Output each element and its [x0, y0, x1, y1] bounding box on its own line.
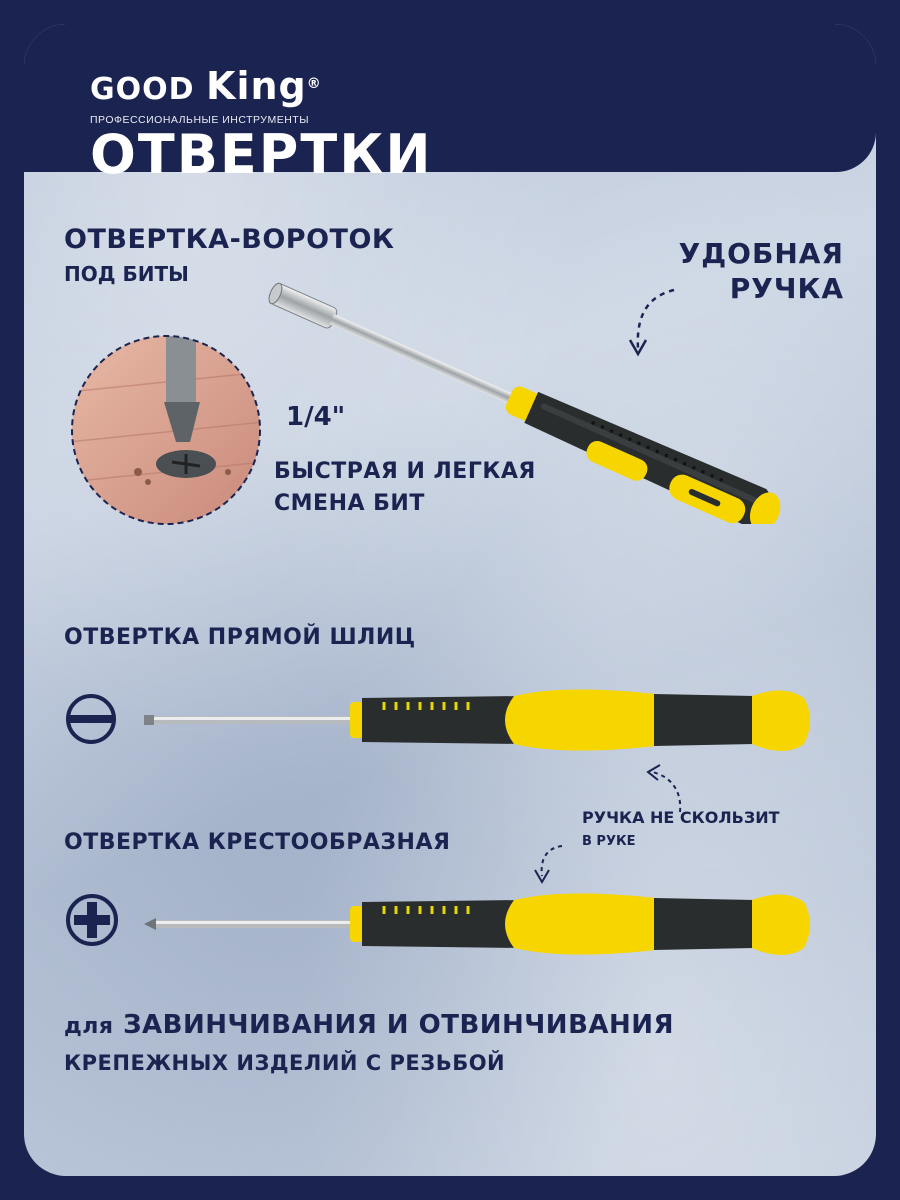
section1-subtitle: ПОД БИТЫ: [64, 262, 189, 286]
brand-registered-mark: ®: [306, 76, 322, 92]
bit-change-line2: СМЕНА БИТ: [274, 490, 425, 516]
purpose-line1: [64, 1010, 674, 1040]
section1-title: ОТВЕРТКА-ВОРОТОК: [64, 224, 395, 255]
slotted-tip-icon: [64, 692, 118, 746]
brand-tagline: ПРОФЕССИОНАЛЬНЫЕ ИНСТРУМЕНТЫ: [90, 114, 310, 126]
phillips-tip-icon: [64, 892, 120, 948]
bit-change-line1: БЫСТРАЯ И ЛЕГКАЯ: [274, 459, 536, 484]
handle-label-line1: УДОБНАЯ: [678, 237, 844, 270]
purpose-text: ЗАВИНЧИВАНИЯ И ОТВИНЧИВАНИЯ: [123, 1010, 675, 1040]
slotted-screwdriver-image: [144, 684, 844, 784]
bit-size-label: 1/4": [286, 402, 346, 432]
bit-change-label: [274, 456, 536, 520]
page-title: ОТВЕРТКИ: [90, 123, 433, 186]
phillips-screwdriver-image: [144, 876, 844, 976]
handle-label-line2: РУЧКА: [729, 272, 844, 305]
brand-logo: [90, 64, 322, 108]
section3-title: ОТВЕРТКА КРЕСТООБРАЗНАЯ: [64, 830, 451, 855]
header-banner: [24, 24, 876, 186]
grip-note-sub: В РУКЕ: [582, 834, 636, 849]
brand-good: GOOD: [90, 72, 195, 107]
bit-closeup-image: [68, 332, 264, 528]
product-card: [24, 24, 876, 1176]
grip-note: РУЧКА НЕ СКОЛЬЗИТ: [582, 808, 780, 827]
purpose-prefix: для: [64, 1014, 114, 1039]
section2-title: ОТВЕРТКА ПРЯМОЙ ШЛИЦ: [64, 625, 416, 650]
brand-king: King: [206, 64, 307, 108]
purpose-line2: КРЕПЕЖНЫХ ИЗДЕЛИЙ С РЕЗЬБОЙ: [64, 1051, 506, 1075]
